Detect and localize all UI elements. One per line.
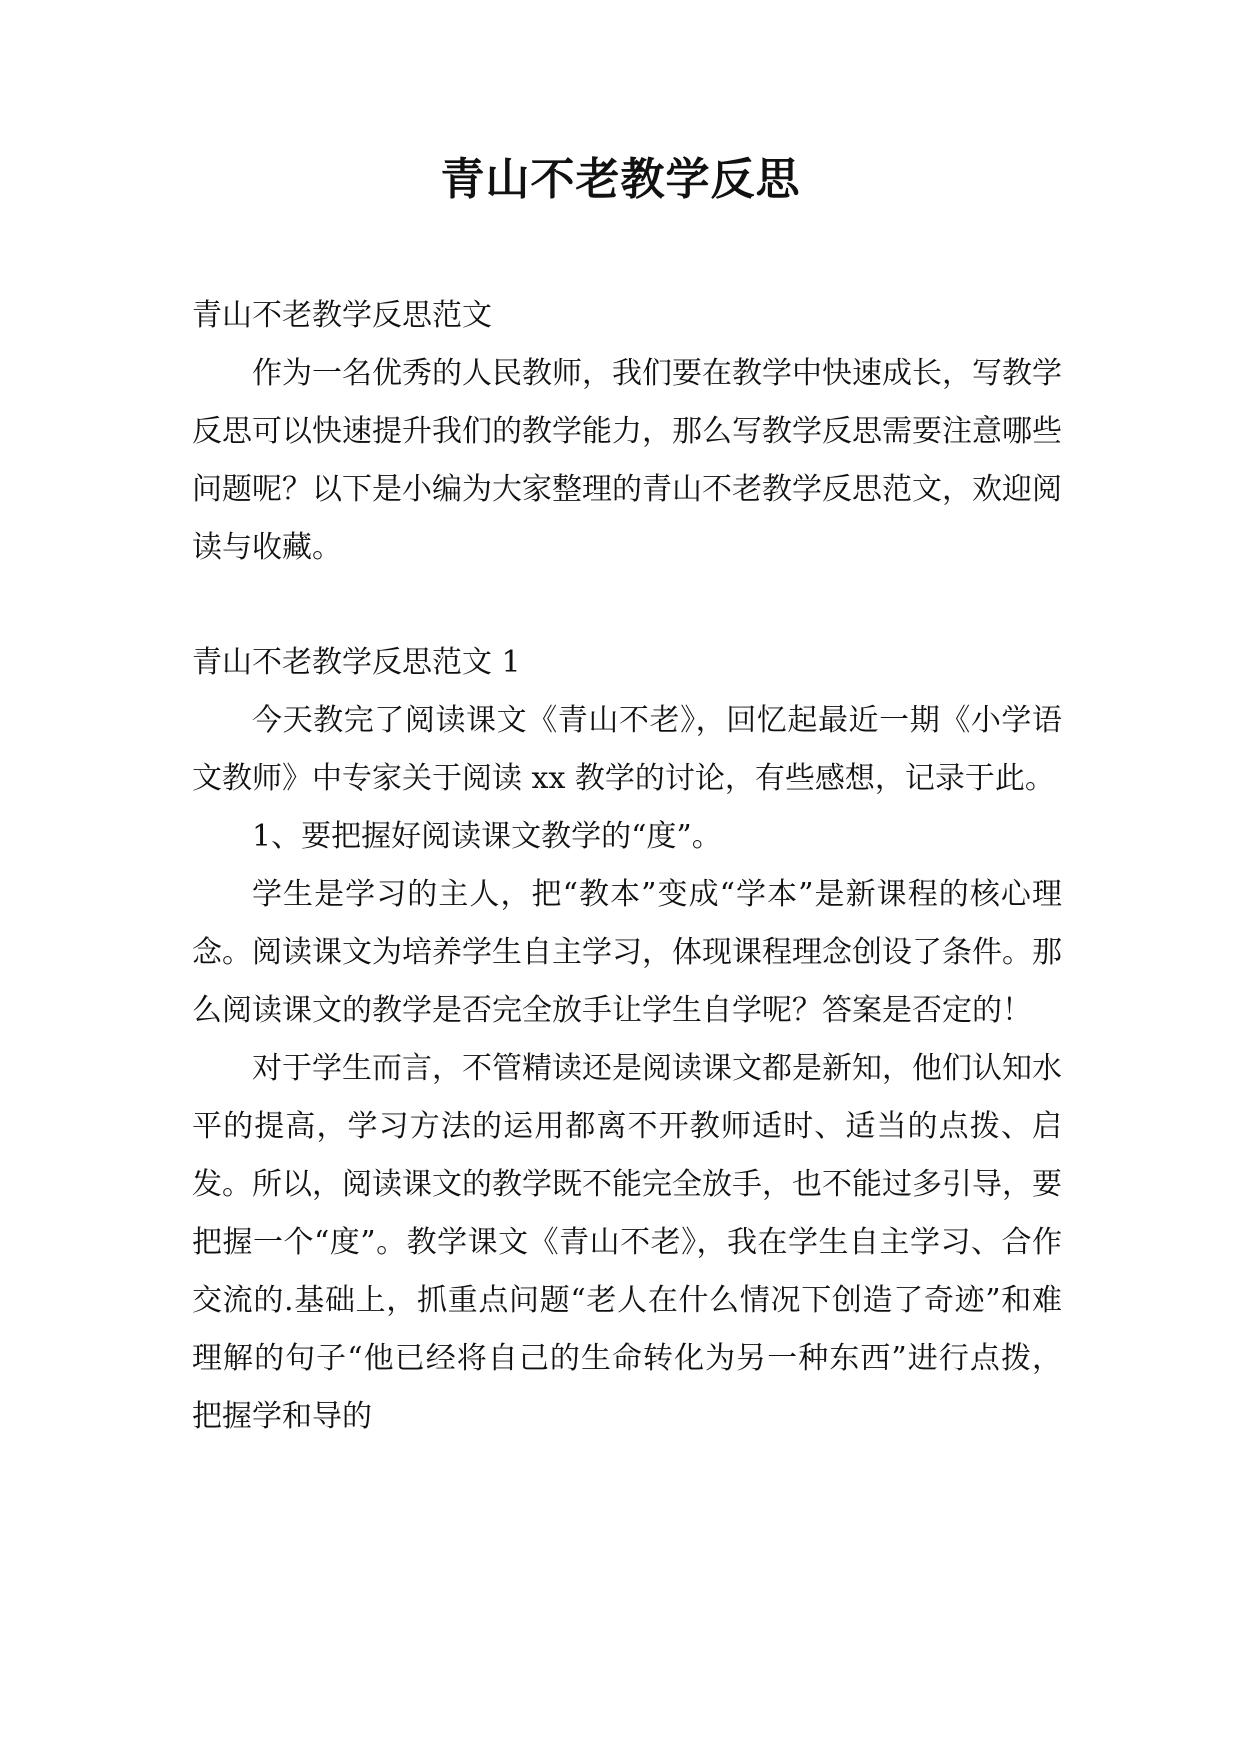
numbered-point-1: 1、要把握好阅读课文教学的“度”。 bbox=[252, 819, 722, 854]
intro-paragraph: 作为一名优秀的人民教师，我们要在教学中快速成长，写教学反思可以快速提升我们的教学能力，那么写教学反思需要注意哪些问题呢？以下是小编为大家整理的青山不老教学反思范文，欢迎阅读与收藏。 bbox=[192, 356, 1062, 565]
section-heading-intro: 青山不老教学反思范文 bbox=[192, 298, 492, 333]
essay-paragraph: 今天教完了阅读课文《青山不老》，回忆起最近一期《小学语文教师》中专家关于阅读 xx 教学的讨论，有些感想，记录于此。 bbox=[192, 703, 1062, 796]
essay-paragraph: 对于学生而言，不管精读还是阅读课文都是新知，他们认知水平的提高，学习方法的运用都离不开教师适时、适当的点拨、启发。所以，阅读课文的教学既不能完全放手，也不能过多引导，要把握一个“度”。教学课文《青山不老》，我在学生自主学习、合作交流的.基础上，抓重点问题“老人在什么情况下创造了奇迹”和难理解的句子“他已经将自己的生命转化为另一种东西”进行点拨，把握学和导的 bbox=[192, 1051, 1062, 1434]
document-title: 青山不老教学反思 bbox=[440, 154, 801, 205]
document-body bbox=[192, 287, 1062, 1446]
essay-paragraph: 学生是学习的主人，把“教本”变成“学本”是新课程的核心理念。阅读课文为培养学生自主学习，体现课程理念创设了条件。那么阅读课文的教学是否完全放手让学生自学呢？答案是否定的！ bbox=[192, 877, 1062, 1028]
section-heading-essay-1: 青山不老教学反思范文 1 bbox=[192, 645, 521, 680]
